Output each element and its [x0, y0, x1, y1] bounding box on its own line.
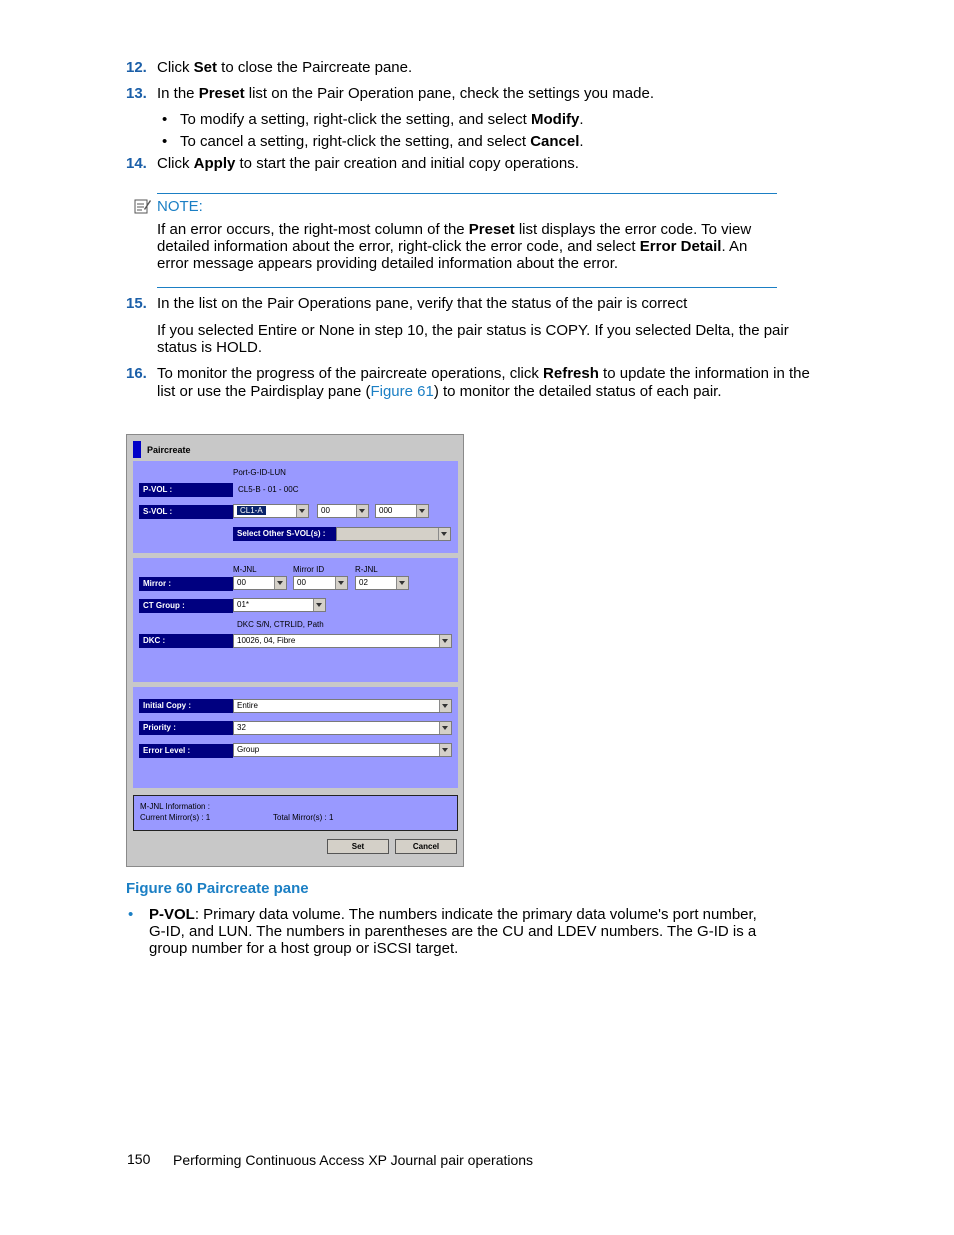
figure-caption: Figure 60 Paircreate pane — [126, 880, 309, 897]
select-other-svol-select[interactable] — [336, 527, 451, 541]
paircreate-pane — [126, 434, 464, 867]
chevron-down-icon[interactable] — [296, 505, 308, 517]
rjnl-select[interactable]: 02 — [355, 576, 409, 590]
mjnl-header: M-JNL — [233, 565, 257, 574]
title-bar-marker — [133, 441, 141, 458]
step-15-paragraph: If you selected Entire or None in step 10, the pair status is COPY. If you selected Delta, the pair status is HOLD. — [157, 322, 789, 356]
journal-group — [133, 558, 458, 682]
pvol-value: CL5-B - 01 - 00C — [238, 485, 299, 494]
rjnl-header: R-JNL — [355, 565, 378, 574]
step-15-text: In the list on the Pair Operations pane, verify that the status of the pair is correct — [157, 295, 688, 312]
cancel-button[interactable]: Cancel — [395, 839, 457, 854]
step-number: 13. — [126, 85, 147, 102]
chevron-down-icon[interactable] — [416, 505, 428, 517]
chevron-down-icon[interactable] — [439, 635, 451, 647]
mirrorid-header: Mirror ID — [293, 565, 325, 574]
copy-options-group — [133, 687, 458, 788]
step-13-text: In the Preset list on the Pair Operation pane, check the settings you made. — [157, 85, 654, 102]
port-header: Port-G-ID-LUN — [233, 468, 286, 477]
chevron-down-icon[interactable] — [335, 577, 347, 589]
info-total-mirrors: Total Mirror(s) : 1 — [273, 813, 334, 822]
mirror-label: Mirror : — [139, 577, 233, 591]
select-other-svol-label: Select Other S-VOL(s) : — [233, 527, 336, 541]
dkc-select[interactable]: 10026, 04, Fibre — [233, 634, 452, 648]
figure-61-link[interactable]: Figure 61 — [370, 383, 434, 400]
svol-gid-select[interactable]: 00 — [317, 504, 369, 518]
chevron-down-icon[interactable] — [439, 722, 451, 734]
info-current-mirrors: Current Mirror(s) : 1 — [140, 813, 211, 822]
initial-copy-select[interactable]: Entire — [233, 699, 452, 713]
mjnl-information-box — [133, 795, 458, 831]
note-text: If an error occurs, the right-most column of the Preset list displays the error code. To view detailed information about the error, right-click the error code, and select Error Detail. An error message appears providing detailed information about the error. — [157, 221, 752, 272]
note-bottom-rule — [157, 287, 777, 288]
ctgroup-select[interactable]: 01* — [233, 598, 326, 612]
error-level-label: Error Level : — [139, 744, 233, 758]
chevron-down-icon[interactable] — [274, 577, 286, 589]
note-icon — [134, 198, 152, 219]
initial-copy-label: Initial Copy : — [139, 699, 233, 713]
priority-select[interactable]: 32 — [233, 721, 452, 735]
step-13-bullet-modify: To modify a setting, right-click the setting, and select Modify. — [180, 111, 584, 128]
ctgroup-label: CT Group : — [139, 599, 233, 613]
error-level-select[interactable]: Group — [233, 743, 452, 757]
pane-title-text: Paircreate — [147, 445, 191, 455]
svol-lun-select[interactable]: 000 — [375, 504, 429, 518]
priority-label: Priority : — [139, 721, 233, 735]
step-number: 15. — [126, 295, 147, 312]
page-number: 150 — [127, 1151, 151, 1167]
info-title: M-JNL Information : — [140, 802, 210, 811]
step-14-text: Click Apply to start the pair creation and initial copy operations. — [157, 155, 579, 172]
chevron-down-icon[interactable] — [439, 700, 451, 712]
step-number: 12. — [126, 59, 147, 76]
chevron-down-icon[interactable] — [438, 528, 450, 540]
note-top-rule — [157, 193, 777, 194]
mirrorid-select[interactable]: 00 — [293, 576, 348, 590]
chevron-down-icon[interactable] — [313, 599, 325, 611]
pvol-label: P-VOL : — [139, 483, 233, 497]
step-12-text: Click Set to close the Paircreate pane. — [157, 59, 413, 76]
step-16-text: To monitor the progress of the paircreate operations, click Refresh to update the information in the list or use the Pairdisplay pane (Figure 61) to monitor the detailed status of each pair. — [157, 365, 810, 400]
svol-port-select[interactable]: CL1-A — [233, 504, 309, 518]
step-13-bullet-cancel: To cancel a setting, right-click the setting, and select Cancel. — [180, 133, 584, 150]
mjnl-select[interactable]: 00 — [233, 576, 287, 590]
svol-label: S-VOL : — [139, 505, 233, 519]
bullet-dot: • — [162, 133, 168, 150]
chevron-down-icon[interactable] — [439, 744, 451, 756]
dkc-header: DKC S/N, CTRLID, Path — [237, 620, 324, 629]
chevron-down-icon[interactable] — [356, 505, 368, 517]
pvol-description: P-VOL: Primary data volume. The numbers indicate the primary data volume's port number, G-ID, and LUN. The numbers in parentheses are the CU and LDEV numbers. The G-ID is a group number for a host group or iSCSI target. — [149, 906, 757, 957]
dkc-label: DKC : — [139, 634, 233, 648]
step-number: 16. — [126, 365, 147, 382]
note-label: NOTE: — [157, 198, 203, 215]
bullet-dot: • — [162, 111, 168, 128]
page-footer-title: Performing Continuous Access XP Journal pair operations — [173, 1152, 534, 1168]
set-button[interactable]: Set — [327, 839, 389, 854]
step-number: 14. — [126, 155, 147, 172]
volume-group — [133, 461, 458, 553]
chevron-down-icon[interactable] — [396, 577, 408, 589]
bullet-dot: • — [128, 906, 134, 923]
